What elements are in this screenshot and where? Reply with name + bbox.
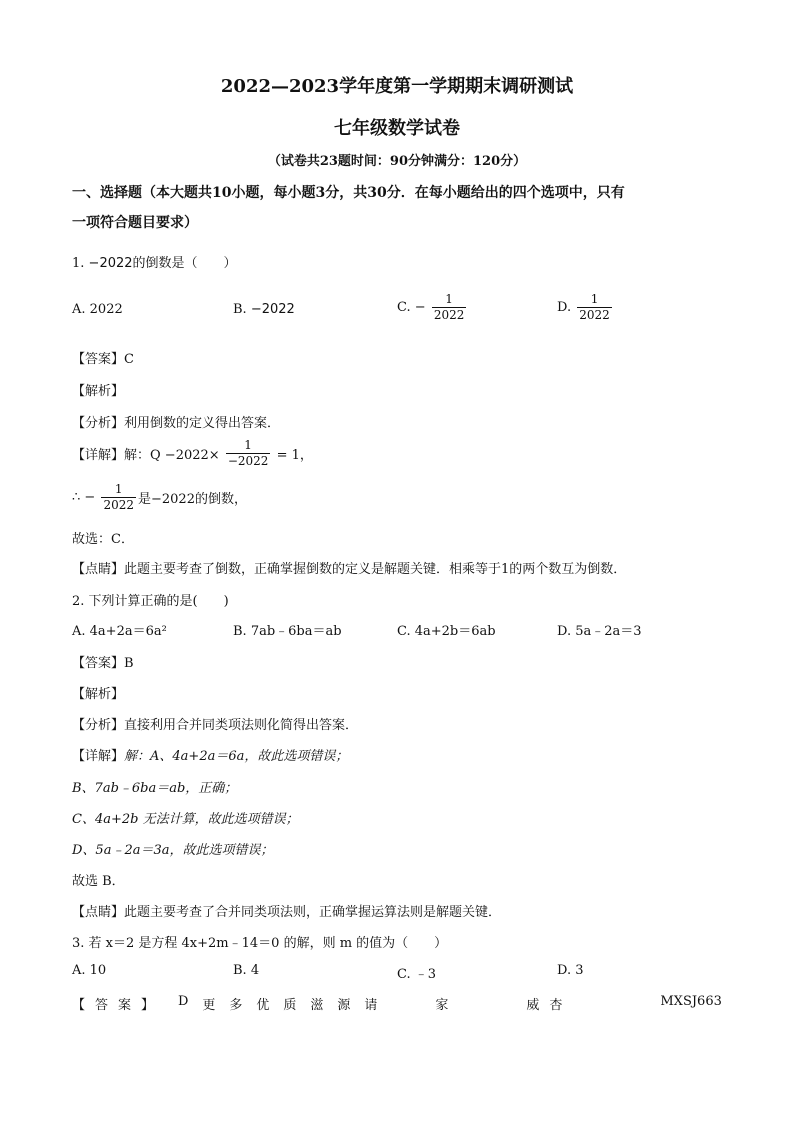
footer-letter: 质 [283,998,297,1013]
footer-jia: 家 [435,998,449,1013]
exam-info: （试卷共23题时间：90分钟满分：120分） [267,154,527,169]
q1-number: 1. [72,256,85,271]
q1-therefore-denominator: 2022 [103,498,134,512]
q1-option-c-denominator: 2022 [433,308,465,322]
q3-option-c: C. ﹣3 [397,967,437,982]
q1-dianjing-tag: 【点睛】 [72,562,125,577]
q1-fenxi [72,412,280,431]
q1-option-c [397,292,468,323]
q1-option-c-numerator: 1 [445,292,453,306]
q2-fenxi-text: 直接利用合并同类项法则化简得出答案． [124,718,359,733]
q1-option-c-label: C. [397,300,411,315]
q1-therefore-sign: ∴ − [72,490,96,505]
q2-fenxi-tag: 【分析】 [72,718,125,733]
q3-option-d: D. 3 [557,963,584,978]
q1-answer-tag: 【答案】 [72,352,125,367]
q1-fenxi-text: 利用倒数的定义得出答案． [124,416,281,431]
q2-option-d: D. 5a﹣2a＝3 [557,624,642,639]
q1-xiangjie-denominator: −2022 [227,454,269,468]
q1-option-c-sign: − [414,300,426,315]
q2-answer-tag: 【答案】 [72,656,125,671]
q2-xiangjie-text: 解：A、4a+2a＝6a，故此选项错误； [124,749,349,764]
q2-choose: 故选 B． [72,874,125,889]
q1-xiangjie [72,438,313,469]
q1-option-c-fraction [432,292,467,323]
q1-xiangjie-tag: 【详解】 [72,448,125,463]
q1-dianjing-text: 此题主要考查了倒数，正确掌握倒数的定义是解题关键．相乘等于1的两个数互为倒数． [124,562,627,577]
q1-therefore-fraction [101,482,136,513]
q1-option-b [233,302,295,317]
q2-dianjing [72,901,501,920]
q1-therefore-text: 是−2022的倒数， [137,492,247,507]
q1-xiangjie-fraction [226,438,271,469]
q1-choose: 故选：C． [72,532,134,547]
q2-dianjing-tag: 【点睛】 [72,905,125,920]
q1-option-d-numerator: 1 [590,292,599,306]
exam-title: 2022—2023学年度第一学期期末调研测试 [220,76,574,97]
q2-option-b: B. 7ab﹣6ba＝ab [233,624,342,639]
q2-fenxi [72,714,358,733]
q2-option-a: A. 4a+2a＝6a² [72,624,167,639]
q1-fenxi-tag: 【分析】 [72,416,125,431]
q2-stem: 2. 下列计算正确的是( ) [72,594,229,609]
q3-stem: 3. 若 x＝2 是方程 4x+2m﹣14＝0 的解，则 m 的值为（ ） [72,936,448,951]
footer-weixing: 威杏 [526,998,573,1013]
footer-letter: D [178,994,189,1009]
q1-option-d [557,292,614,323]
footer-code: MXSJ663 [660,994,722,1009]
q1-xiangjie-result: = 1， [276,448,313,463]
exam-grade-title: 七年级数学试卷 [334,118,460,139]
section-heading-line2: 一项符合题目要求） [72,215,198,231]
q1-therefore-numerator: 1 [114,482,123,496]
q1-xiangjie-expr: 解：Q −2022× [124,448,220,463]
q2-xiangjie [72,745,348,764]
q2-answer [72,652,134,671]
q1-option-b-label: B. [233,302,247,317]
footer-letter: 优 [256,998,270,1013]
section-heading-line1: 一、选择题（本大题共10小题，每小题3分，共30分．在每小题给出的四个选项中，只有 [72,185,625,201]
footer-letter: 请 [364,998,378,1013]
q1-answer [72,348,134,367]
q2-line-b: B、7ab﹣6ba＝ab，正确； [72,781,238,796]
q1-stem [72,252,237,271]
q2-line-c: C、4a+2b 无法计算，故此选项错误； [72,812,299,827]
q2-answer-value: B [124,656,134,671]
footer-answer-tag: 【答案】 [72,998,165,1013]
q1-xiangjie-numerator: 1 [244,438,252,452]
q3-option-b: B. 4 [233,963,260,978]
footer-letter: 更 [202,998,216,1013]
footer-answer-line [72,994,722,1013]
footer-letter: 滋 [310,998,324,1013]
footer-letter: 源 [337,998,351,1013]
q2-xiangjie-tag: 【详解】 [72,749,125,764]
q1-therefore [72,482,247,513]
q1-option-d-fraction [577,292,612,323]
q3-option-a: A. 10 [72,963,107,978]
q2-dianjing-text: 此题主要考查了合并同类项法则，正确掌握运算法则是解题关键． [124,905,502,920]
q1-analysis-tag: 【解析】 [72,384,125,399]
footer-letter: 多 [229,998,243,1013]
q1-option-a: A. 2022 [72,302,123,317]
q1-option-d-denominator: 2022 [579,308,610,322]
q1-option-d-label: D. [557,300,572,315]
q2-analysis-tag: 【解析】 [72,687,125,702]
q1-option-b-value: −2022 [250,302,295,317]
q1-dianjing [72,558,626,577]
q1-stem-text: 的倒数是（ ） [132,256,237,271]
q1-stem-math: −2022 [88,256,133,271]
q1-answer-value: C [124,352,134,367]
q2-line-d: D、5a﹣2a＝3a，故此选项错误； [72,843,274,858]
q2-option-c: C. 4a+2b＝6ab [397,624,496,639]
